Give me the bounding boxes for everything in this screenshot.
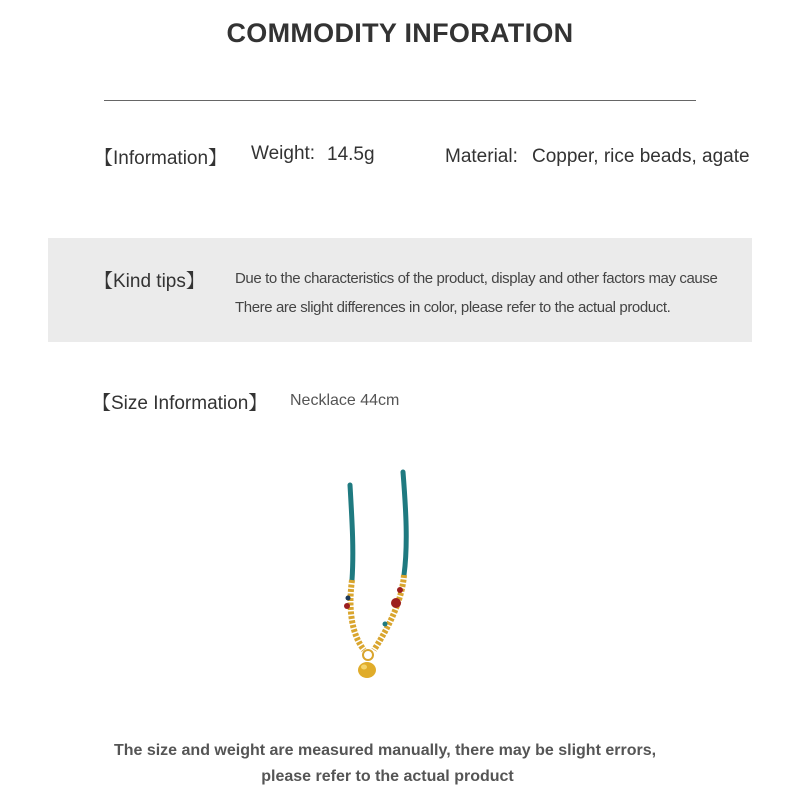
- pendant-ring: [363, 650, 373, 660]
- kind-tips-box: [48, 238, 752, 342]
- material-value: Copper, rice beads, agate: [532, 146, 750, 167]
- information-label: 【Information】: [94, 148, 228, 169]
- kind-tips-line-2: There are slight differences in color, please refer to the actual product.: [235, 299, 671, 316]
- necklace-right-cord: [403, 472, 406, 575]
- necklace-right-gold-beads: [374, 575, 404, 650]
- agate-bead: [397, 587, 403, 593]
- weight-label: Weight:: [251, 143, 316, 164]
- footer-note-line-1: The size and weight are measured manually, there may be slight errors,: [113, 742, 657, 759]
- agate-bead: [344, 603, 350, 609]
- necklace-left-cord: [350, 485, 353, 580]
- material-label: Material:: [445, 146, 518, 167]
- page-title: COMMODITY INFORATION: [226, 18, 574, 48]
- necklace-left-gold-beads: [351, 580, 365, 650]
- pendant-charm: [358, 662, 376, 678]
- agate-bead: [391, 598, 401, 608]
- information-row: [94, 141, 774, 171]
- rice-bead: [383, 622, 388, 627]
- size-information-value: Necklace 44cm: [290, 392, 400, 409]
- size-information-label: 【Size Information】: [92, 393, 268, 414]
- kind-tips-line-1: Due to the characteristics of the product, display and other factors may cause: [235, 270, 718, 287]
- footer-note-line-2: please refer to the actual product: [261, 768, 514, 785]
- kind-tips-label: 【Kind tips】: [94, 271, 205, 292]
- necklace-image: [330, 460, 430, 690]
- weight-value: 14.5g: [327, 144, 375, 165]
- title-divider: [104, 100, 696, 101]
- rice-bead: [346, 596, 351, 601]
